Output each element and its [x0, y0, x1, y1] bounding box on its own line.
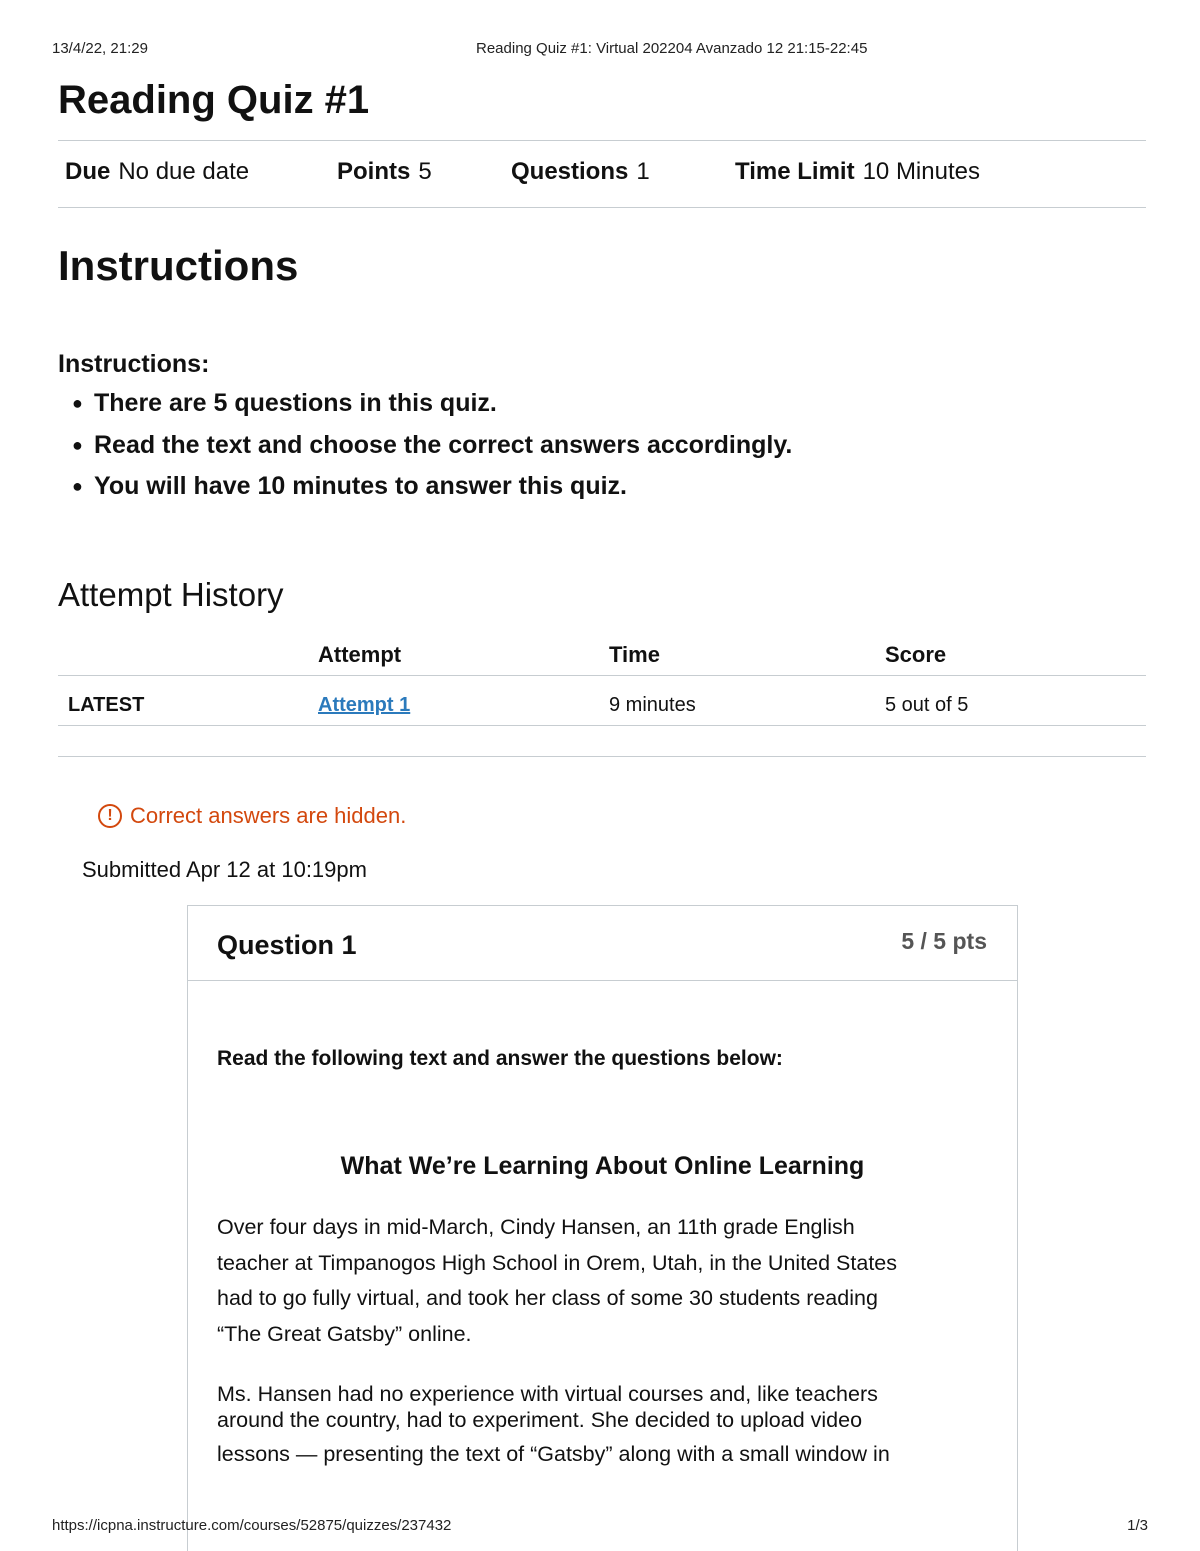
print-url: https://icpna.instructure.com/courses/52875/quizzes/237432	[52, 1517, 452, 1534]
meta-label: Time Limit	[735, 158, 855, 185]
paragraph-line: had to go fully virtual, and took her class of some 30 students reading	[217, 1286, 878, 1310]
meta-time-limit	[735, 158, 980, 186]
meta-value: 1	[636, 158, 650, 185]
quiz-meta	[58, 158, 1146, 192]
divider	[58, 756, 1146, 757]
submitted-timestamp: Submitted Apr 12 at 10:19pm	[82, 857, 367, 882]
list-item	[72, 469, 792, 511]
meta-label: Due	[65, 158, 111, 185]
paragraph-line: lessons — presenting the text of “Gatsby” along with a small window in	[217, 1442, 890, 1466]
page-title: Reading Quiz #1	[58, 78, 370, 122]
instructions-list	[72, 386, 793, 511]
paragraph-line: teacher at Timpanogos High School in Orem, Utah, in the United States	[217, 1250, 898, 1275]
list-item-text: Read the text and choose the correct answers accordingly.	[94, 430, 793, 459]
paragraph-line: Ms. Hansen had no experience with virtual courses and, like teachers	[217, 1382, 878, 1406]
meta-label: Points	[337, 158, 411, 185]
print-header	[0, 40, 1200, 60]
question-card	[187, 905, 1018, 1551]
list-item-text: There are 5 questions in this quiz.	[94, 389, 497, 417]
column-header-time: Time	[609, 642, 660, 667]
column-header-attempt: Attempt	[318, 642, 402, 667]
instructions-heading: Instructions:	[58, 350, 210, 378]
question-points: 5 / 5 pts	[901, 928, 987, 954]
print-footer	[0, 1517, 1200, 1537]
article-paragraph-1	[217, 1210, 977, 1352]
correct-answers-hidden-notice	[98, 803, 406, 829]
table-row	[58, 676, 1146, 726]
attempt-history-title: Attempt History	[58, 576, 284, 613]
instructions-title: Instructions	[58, 242, 299, 289]
list-item-text: You will have 10 minutes to answer this quiz.	[94, 472, 627, 500]
divider	[58, 140, 1146, 141]
notice-text: Correct answers are hidden.	[130, 803, 407, 828]
question-title: Question 1	[217, 930, 357, 960]
divider	[58, 207, 1146, 208]
paragraph-line: Over four days in mid-March, Cindy Hansen, an 11th grade English	[217, 1215, 855, 1239]
attempt-1-link[interactable]: Attempt 1	[318, 694, 411, 716]
attempt-time: 9 minutes	[609, 694, 696, 716]
paragraph-line: “The Great Gatsby” online.	[217, 1321, 472, 1346]
bullet-icon: ●	[72, 476, 83, 496]
warning-icon: !	[98, 804, 122, 828]
list-item	[72, 428, 793, 470]
meta-value: 10 Minutes	[862, 158, 980, 185]
bullet-icon: ●	[72, 393, 83, 413]
attempt-history-table	[58, 636, 1146, 726]
meta-due	[65, 158, 249, 186]
question-header	[188, 906, 1017, 981]
latest-label: LATEST	[68, 694, 145, 716]
list-item	[72, 386, 792, 428]
meta-points	[337, 158, 432, 186]
meta-label: Questions	[511, 158, 629, 185]
article-title: What We’re Learning About Online Learning	[340, 1152, 865, 1180]
print-title: Reading Quiz #1: Virtual 202204 Avanzado 12 21:15-22:45	[476, 40, 868, 57]
bullet-icon: ●	[72, 434, 83, 455]
column-header-score: Score	[885, 642, 947, 667]
meta-questions	[511, 158, 650, 186]
attempt-score: 5 out of 5	[885, 694, 969, 716]
print-date: 13/4/22, 21:29	[52, 40, 148, 57]
meta-value: 5	[418, 158, 432, 185]
page-number: 1/3	[1127, 1517, 1148, 1534]
table-header	[58, 636, 1146, 676]
question-prompt: Read the following text and answer the questions below:	[217, 1047, 783, 1070]
paragraph-line: around the country, had to experiment. She decided to upload video	[217, 1408, 863, 1432]
article-paragraph-2	[217, 1381, 977, 1467]
meta-value: No due date	[118, 158, 250, 185]
